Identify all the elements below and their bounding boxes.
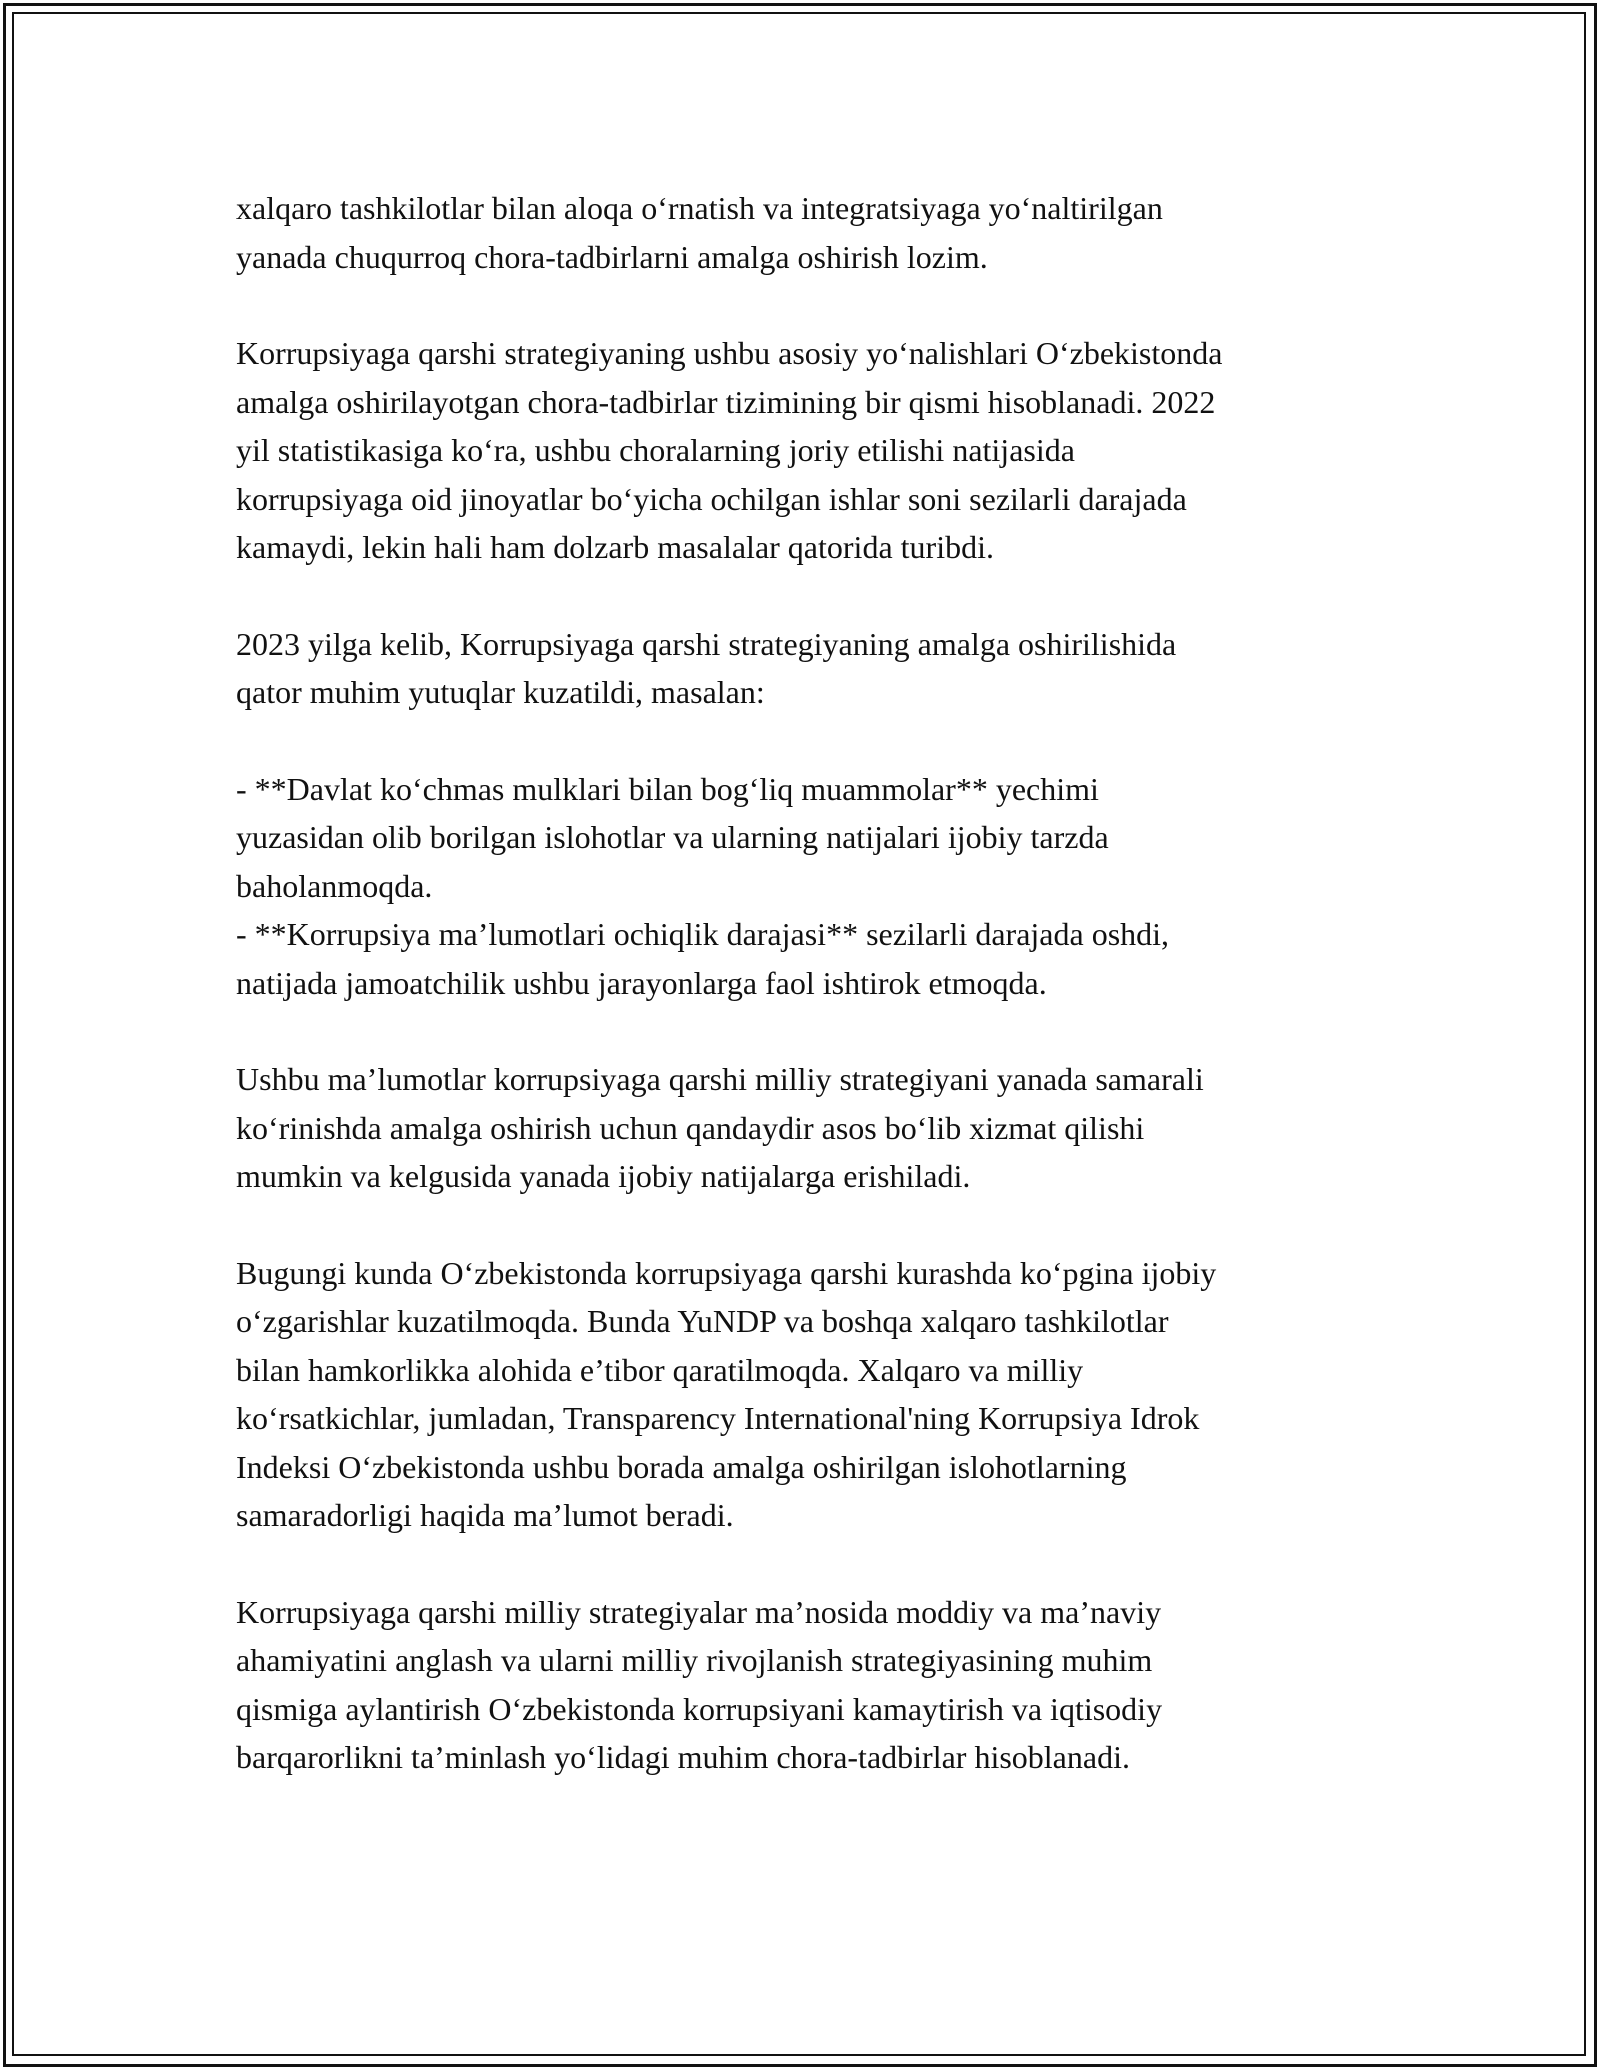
document-body [236,184,1396,1782]
list-item-line: - **Davlat ko‘chmas mulklari bilan bog‘liq muammolar** yechimi [236,770,1099,807]
list-item-line: baholanmoqda. [236,867,433,904]
text-line: samaradorligi haqida ma’lumot beradi. [236,1497,734,1533]
text-line: amalga oshirilayotgan chora-tadbirlar tizimining bir qismi hisoblanadi. 2022 [236,383,1216,420]
list-item-line: natijada jamoatchilik ushbu jarayonlarga faol ishtirok etmoqda. [236,964,1047,1001]
text-line: kamaydi, lekin hali ham dolzarb masalalar qatorida turibdi. [236,529,994,565]
paragraph-4-list [236,765,1396,1008]
text-line: ko‘rsatkichlar, jumladan, Transparency International'ning Korrupsiya Idrok [236,1400,1200,1436]
text-line: barqarorlikni ta’minlash yo‘lidagi muhim chora-tadbirlar hisoblanadi. [236,1739,1130,1775]
text-line: yanada chuqurroq chora-tadbirlarni amalga oshirish lozim. [236,238,988,275]
text-line: yil statistikasiga ko‘ra, ushbu choralarning joriy etilishi natijasida [236,432,1075,468]
text-line: Bugungi kunda O‘zbekistonda korrupsiyaga qarshi kurashda ko‘pgina ijobiy [236,1254,1217,1291]
text-line: Korrupsiyaga qarshi milliy strategiyalar ma’nosida moddiy va ma’naviy [236,1593,1162,1630]
paragraph-3 [236,620,1396,717]
text-line: Korrupsiyaga qarshi strategiyaning ushbu asosiy yo‘nalishlari O‘zbekistonda [236,335,1223,371]
paragraph-5 [236,1055,1396,1201]
text-line: korrupsiyaga oid jinoyatlar bo‘yicha ochilgan ishlar soni sezilarli darajada [236,480,1187,517]
paragraph-6 [236,1249,1396,1540]
text-line: xalqaro tashkilotlar bilan aloqa o‘rnatish va integratsiyaga yo‘naltirilgan [236,190,1163,226]
text-line: qator muhim yutuqlar kuzatildi, masalan: [236,674,765,710]
text-line: ahamiyatini anglash va ularni milliy rivojlanish strategiyasining muhim [236,1642,1153,1678]
text-line: Indeksi O‘zbekistonda ushbu borada amalga oshirilgan islohotlarning [236,1448,1127,1485]
paragraph-7 [236,1588,1396,1782]
text-line: Ushbu ma’lumotlar korrupsiyaga qarshi milliy strategiyani yanada samarali [236,1061,1204,1097]
list-item-line: yuzasidan olib borilgan islohotlar va ularning natijalari ijobiy tarzda [236,819,1109,855]
text-line: o‘zgarishlar kuzatilmoqda. Bunda YuNDP va boshqa xalqaro tashkilotlar [236,1303,1169,1339]
paragraph-1 [236,184,1396,281]
list-item-line: - **Korrupsiya ma’lumotlari ochiqlik darajasi** sezilarli darajada oshdi, [236,916,1170,952]
text-line: 2023 yilga kelib, Korrupsiyaga qarshi strategiyaning amalga oshirilishida [236,625,1177,662]
text-line: qismiga aylantirish O‘zbekistonda korrupsiyani kamaytirish va iqtisodiy [236,1690,1163,1727]
text-line: mumkin va kelgusida yanada ijobiy natijalarga erishiladi. [236,1158,971,1194]
text-line: bilan hamkorlikka alohida e’tibor qaratilmoqda. Xalqaro va milliy [236,1351,1084,1388]
paragraph-2 [236,329,1396,572]
text-line: ko‘rinishda amalga oshirish uchun qandaydir asos bo‘lib xizmat qilishi [236,1109,1145,1146]
